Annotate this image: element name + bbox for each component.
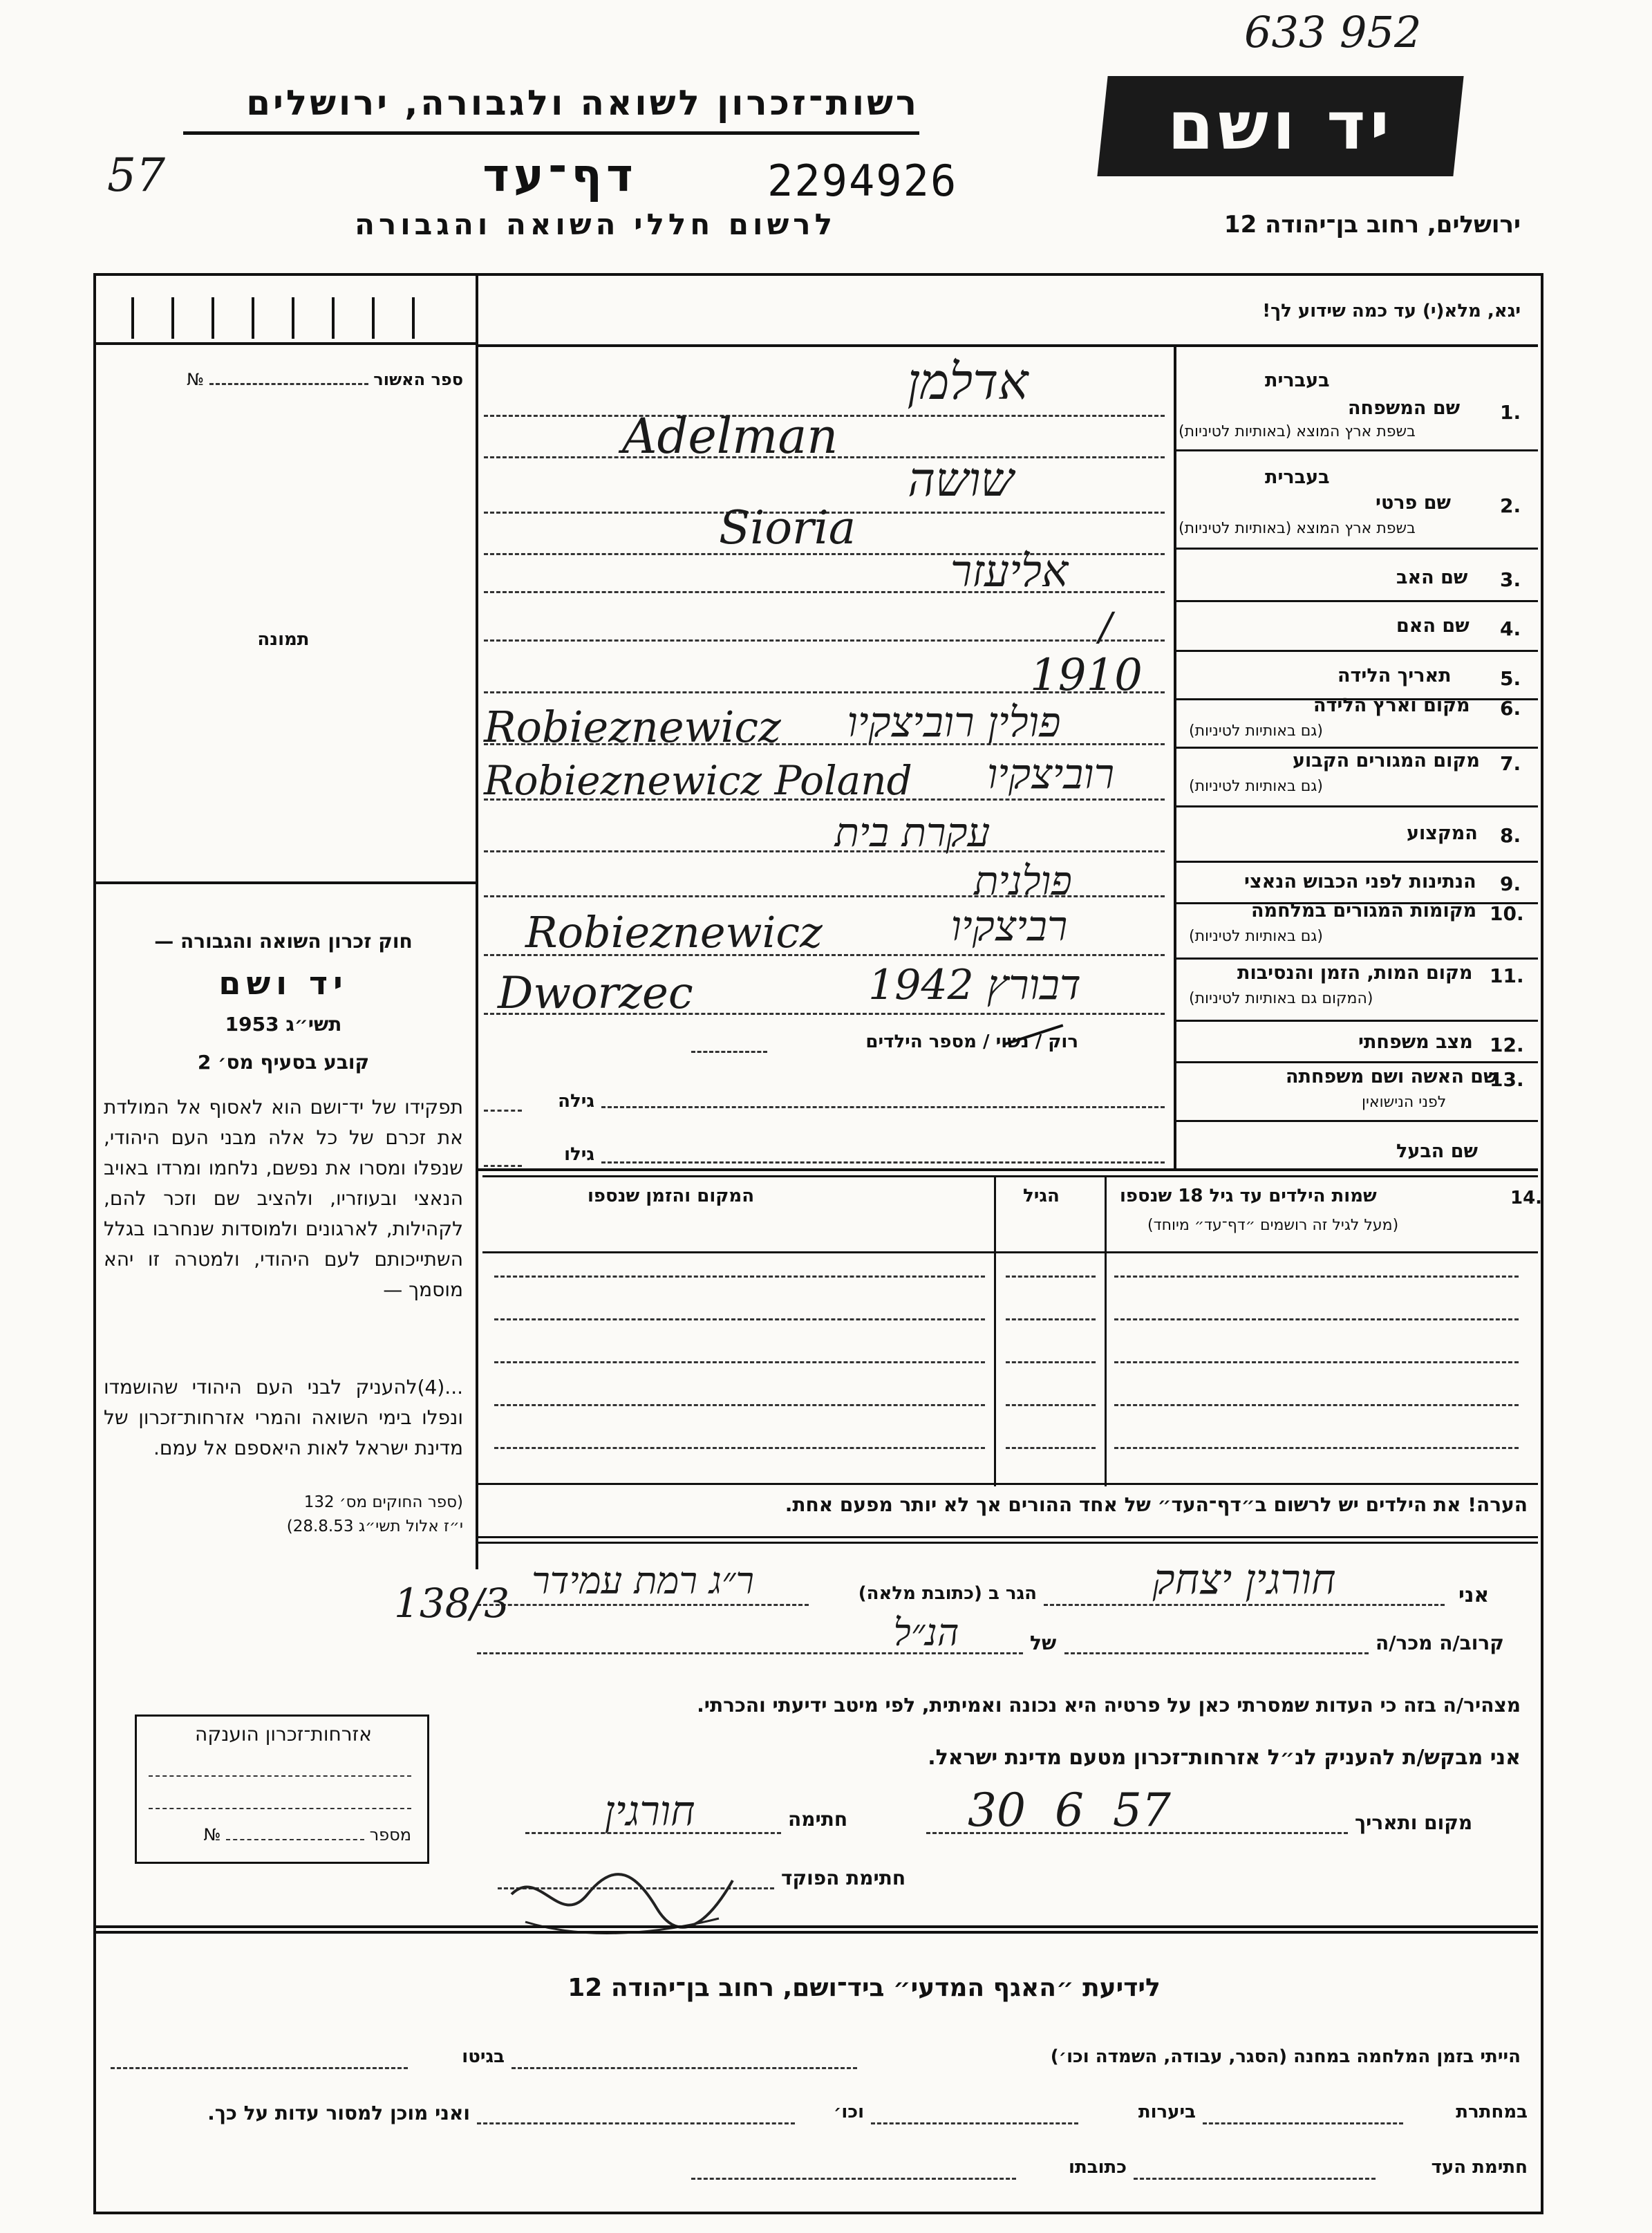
- children-row-line: [1006, 1447, 1096, 1449]
- field-num-14: 14.: [1510, 1188, 1543, 1208]
- field-sub-first: בשפת ארץ המוצא (באותיות לטיניות): [1179, 520, 1416, 537]
- value-citizenship: פולנית: [974, 857, 1072, 904]
- field-label-marital: מצב משפחתי: [1358, 1031, 1473, 1053]
- footer-line3-a: חתימת העד: [1431, 2157, 1528, 2178]
- law-year: תשי״ג 1953: [225, 1013, 342, 1036]
- field-sub-residence: (גם באותיות לטיניות): [1189, 778, 1323, 795]
- value-family-latin: Adelman: [622, 408, 838, 465]
- instructions: יגא, מלא(י) עד כמה שידוע לך!: [1262, 301, 1521, 321]
- footer-title: לידיעת ״האגף המדעי״ ביד־ושם, רחוב בן־יהודה 12: [567, 1974, 1161, 2002]
- value-occupation: עקרת בית: [834, 809, 991, 856]
- children-row-line: [1006, 1276, 1096, 1278]
- children-row-line: [494, 1318, 985, 1320]
- value-wartime-hebrew: רביצקיו: [950, 902, 1068, 951]
- witness-request: אני מבקש/ת להעניק לנ״ל אזרחות־זכרון מטעם מדינת ישראל.: [928, 1746, 1521, 1770]
- field-label-citizenship: הנתינות לפני הכבוש הנאצי: [1244, 871, 1476, 893]
- children-row-line: [1006, 1404, 1096, 1406]
- tag-hebrew-1: בעברית: [1265, 370, 1330, 391]
- footer-line2-c: וכו׳: [833, 2102, 864, 2122]
- children-row-line: [494, 1404, 985, 1406]
- children-col-names-sub: (מעל לגיל זה רושמים ״דף־עד״ מיוחד): [1147, 1217, 1399, 1234]
- children-row-line: [494, 1361, 985, 1363]
- field-label-father: שם האב: [1396, 567, 1468, 588]
- value-first-hebrew: שושה: [908, 453, 1014, 507]
- witness-ani: אני: [1458, 1583, 1490, 1607]
- field-sub-birthplace: (גם באותיות לטיניות): [1189, 722, 1323, 740]
- field-num-9: 9.: [1500, 872, 1521, 895]
- field-label-birthplace: מקום וארץ הלידה: [1313, 695, 1470, 716]
- yad-vashem-logo: יד ושם: [1097, 76, 1463, 176]
- value-birthplace-hebrew: פולין רוביצקיו: [847, 698, 1061, 747]
- law-text-2: ...(4)להעניק לבני העם היהודי שהושמדו ונפלו בימי השואה והמרי אזרחות־זכרון של מדינת ישראל לאות היאספם אל עמם.: [104, 1376, 463, 1459]
- field-num-11: 11.: [1490, 964, 1524, 987]
- tag-hebrew-2: בעברית: [1265, 467, 1330, 488]
- value-birthplace-latin: Robieznewicz: [484, 702, 781, 752]
- footer-line2-d: ואני מוכן למסור עדות על כך.: [207, 2102, 470, 2124]
- value-wartime-latin: Robieznewicz: [525, 907, 823, 957]
- field-num-4: 4.: [1500, 617, 1521, 640]
- field-num-6: 6.: [1500, 697, 1521, 720]
- witness-resides-label: הגר ב (כתובת מלאה): [858, 1583, 1037, 1604]
- witness-address: ר״ג רמת עמידר: [532, 1559, 754, 1603]
- memorial-box-title: אזרחות־זכרון הוענקה: [195, 1723, 372, 1746]
- place-date-label: מקום ותאריך: [1355, 1811, 1473, 1834]
- field-num-8: 8.: [1500, 824, 1521, 847]
- aux-wife-age: גילה: [558, 1091, 594, 1112]
- tick-strip: [131, 297, 449, 339]
- value-residence-hebrew: רוביצקיו: [986, 750, 1115, 798]
- footer-line1-a: הייתי בזמן המלחמה במחנה (הסגר, עבודה, השמדה וכו׳): [1050, 2046, 1521, 2067]
- field-label-first: שם פרטי: [1376, 492, 1451, 514]
- value-mother: /: [1099, 605, 1112, 650]
- children-row-line: [1006, 1361, 1096, 1363]
- children-row-line: [1114, 1404, 1519, 1406]
- field-label-birthdate: תאריך הלידה: [1337, 665, 1452, 686]
- footer-line2-a: במחתרת: [1456, 2102, 1528, 2122]
- children-row-line: [1006, 1318, 1096, 1320]
- value-residence-latin: Robieznewicz Poland: [484, 757, 912, 804]
- memorial-box-number: מספר №: [203, 1825, 411, 1844]
- footer-line2-b: ביערות: [1138, 2102, 1196, 2122]
- law-title: חוק זכרון השואה והגבורה —: [154, 930, 413, 953]
- field-label-husband: שם הבעל: [1396, 1141, 1479, 1162]
- field-label-death: מקום המות, הזמן והנסיבות: [1237, 962, 1473, 984]
- date-value: 30 6 57: [968, 1784, 1171, 1837]
- children-row-line: [494, 1276, 985, 1278]
- value-family-hebrew: אדלמן: [907, 353, 1029, 411]
- children-col-names: שמות הילדים עד גיל 18 שנספו: [1120, 1186, 1377, 1206]
- field-sub-death: (המקום גם באותיות לטיניות): [1189, 990, 1373, 1007]
- law-text: תפקידו של יד־ושם הוא לאסוף אל המולדת את זכרם של כל אלה מבני העם היהודי, שנפלו ומסרו את נפשם, נלחמו ומרדו באויב הנאצי ובעוזריו, ולהציב שם וזכר להם, לקהילות, לארגונים ולמוסדות שנחרבו בגלל השתייכותם לעם היהודי, ולמטרה זו יהא מוסמך —: [104, 1096, 463, 1301]
- value-death-latin: Dworzec: [498, 968, 693, 1019]
- field-num-3: 3.: [1500, 568, 1521, 591]
- field-label-wife: שם האשה ושם משפחתה: [1286, 1066, 1498, 1087]
- form-number: 2294926: [767, 156, 958, 206]
- signature-label: חתימה: [788, 1808, 848, 1831]
- witness-relation-label: קרוב/ה מכר/ה: [1376, 1632, 1504, 1654]
- value-birthdate: 1910: [1030, 650, 1143, 701]
- value-father: אליעזר: [950, 546, 1069, 597]
- address: ירושלים, רחוב בן־יהודה 12: [1223, 211, 1521, 239]
- value-first-latin: Sioria: [719, 501, 856, 554]
- field-label-family: שם המשפחה: [1348, 398, 1461, 419]
- archive-number: 633 952: [1244, 7, 1422, 57]
- institution-line: רשות־זכרון לשואה ולגבורה, ירושלים: [246, 83, 919, 123]
- value-marital: רוק / נשוי / מספר הילדים: [865, 1031, 1078, 1052]
- witness-signature: חורגין: [604, 1787, 695, 1835]
- witness-of-value: הנ״ל: [893, 1611, 959, 1654]
- field-num-5: 5.: [1500, 667, 1521, 690]
- field-label-occupation: המקצוע: [1407, 823, 1478, 844]
- approval-row: ספר האשור №: [187, 370, 463, 389]
- footer-line1-b: בגיטו: [462, 2046, 505, 2067]
- footer-line3-b: כתובתו: [1069, 2157, 1127, 2178]
- field-num-7: 7.: [1500, 752, 1521, 775]
- field-label-wartime: מקומות המגורים במלחמה: [1251, 900, 1477, 922]
- witness-extra: 138/3: [394, 1580, 510, 1627]
- official-signature-label: חתימת הפוקד: [781, 1867, 906, 1889]
- children-row-line: [1114, 1447, 1519, 1449]
- field-num-2: 2.: [1500, 494, 1521, 517]
- form-subtitle: לרשום חללי השואה והגבורה: [355, 207, 836, 241]
- witness-declaration: מצהיר/ה בזה כי העדות שמסרתי כאן על פרטיה היא נכונה ואמיתית, לפי מיטב ידיעתי והכרתי.: [697, 1694, 1521, 1717]
- children-col-age: הגיל: [1023, 1186, 1060, 1206]
- value-death-hebrew: דבורץ 1942: [868, 961, 1081, 1009]
- witness-name: חורגין יצחק: [1152, 1555, 1336, 1604]
- field-label-residence: מקום המגורים הקבוע: [1293, 750, 1480, 772]
- children-note: הערה! את הילדים יש לרשום ב״דף־העד״ של אחד ההורים אך לא יותר מפעם אחת.: [785, 1493, 1528, 1516]
- official-signature-scribble: [498, 1853, 747, 1943]
- field-num-10: 10.: [1490, 902, 1524, 925]
- field-num-13: 13.: [1490, 1068, 1524, 1091]
- aux-husband-age: גילו: [564, 1144, 594, 1165]
- form-title: דף־עד: [482, 149, 637, 202]
- margin-number: 57: [107, 149, 165, 202]
- children-row-line: [1114, 1276, 1519, 1278]
- field-sub-wartime: (גם באותיות לטיניות): [1189, 928, 1323, 945]
- children-col-place: המקום והזמן שנספו: [588, 1186, 755, 1206]
- witness-of-label: של: [1030, 1632, 1057, 1654]
- law-ref-1: (ספר החוקים מס׳ 132: [303, 1493, 463, 1511]
- field-num-12: 12.: [1490, 1034, 1524, 1056]
- field-sub-family: בשפת ארץ המוצא (באותיות לטיניות): [1179, 423, 1416, 440]
- children-row-line: [1114, 1318, 1519, 1320]
- field-label-mother: שם האם: [1396, 615, 1470, 637]
- photo-label: תמונה: [257, 629, 310, 650]
- law-section: קובע בסעיף מס׳ 2: [197, 1051, 370, 1074]
- law-ref-2: י״ז אלול תשי״ג 28.8.53): [286, 1517, 463, 1535]
- children-row-line: [1114, 1361, 1519, 1363]
- field-sub-wife: לפני הנישואין: [1362, 1094, 1447, 1111]
- children-row-line: [494, 1447, 985, 1449]
- field-num-1: 1.: [1500, 401, 1521, 424]
- law-brand: יד ושם: [218, 964, 348, 1002]
